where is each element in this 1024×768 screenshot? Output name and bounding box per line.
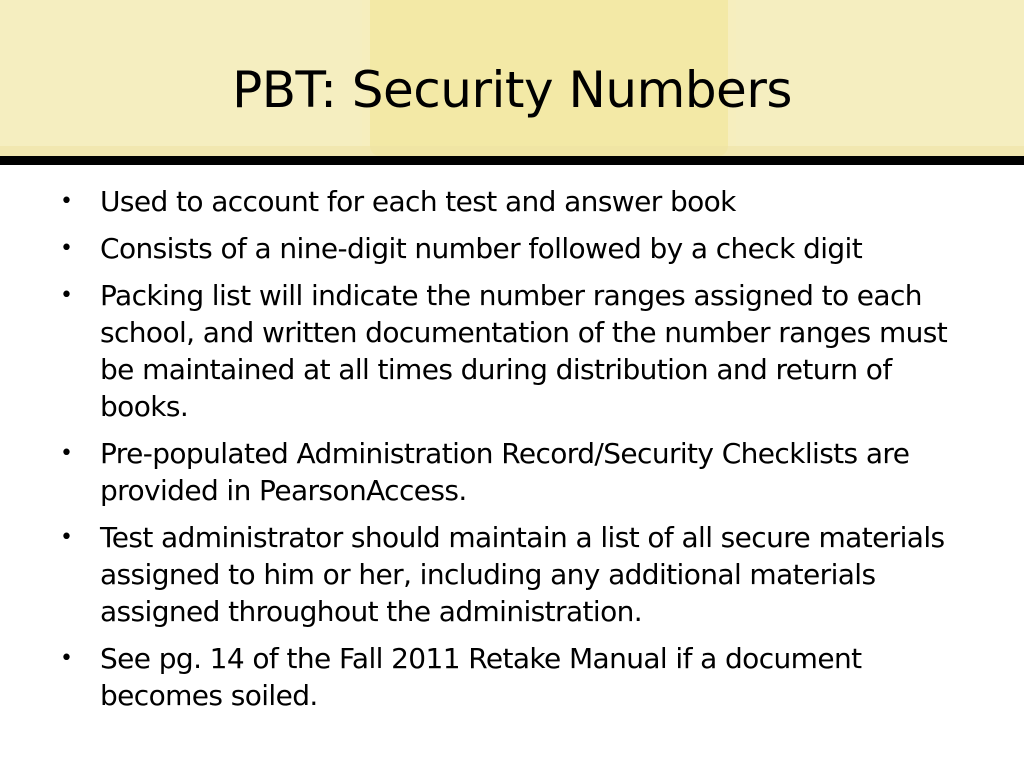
bullet-text: Packing list will indicate the number ranges assigned to each school, and written documentation of the number ranges must be maintained at all times during distribution and return of books.: [100, 279, 948, 423]
bullet-text: Test administrator should maintain a list of all secure materials assigned to him or her, including any additional materials assigned throughout the administration.: [100, 521, 945, 628]
bullet-icon: •: [60, 283, 73, 308]
bullet-icon: •: [60, 441, 73, 466]
bullet-text: Used to account for each test and answer book: [100, 185, 736, 218]
bullet-item: [60, 183, 980, 220]
bullet-text: See pg. 14 of the Fall 2011 Retake Manual if a document becomes soiled.: [100, 642, 862, 712]
bullet-list: [60, 183, 980, 724]
bullet-text: Consists of a nine-digit number followed by a check digit: [100, 232, 863, 265]
bullet-icon: •: [60, 236, 73, 261]
bullet-item: [60, 230, 980, 267]
bullet-icon: •: [60, 646, 73, 671]
bullet-item: [60, 277, 980, 425]
title-divider: [0, 156, 1024, 165]
bullet-icon: •: [60, 525, 73, 550]
bullet-icon: •: [60, 189, 73, 214]
bullet-item: [60, 640, 980, 714]
slide-title: PBT: Security Numbers: [232, 61, 792, 119]
bullet-item: [60, 519, 980, 630]
bullet-text: Pre-populated Administration Record/Security Checklists are provided in PearsonAccess.: [100, 437, 910, 507]
bullet-item: [60, 435, 980, 509]
header-shadow: [0, 146, 1024, 156]
